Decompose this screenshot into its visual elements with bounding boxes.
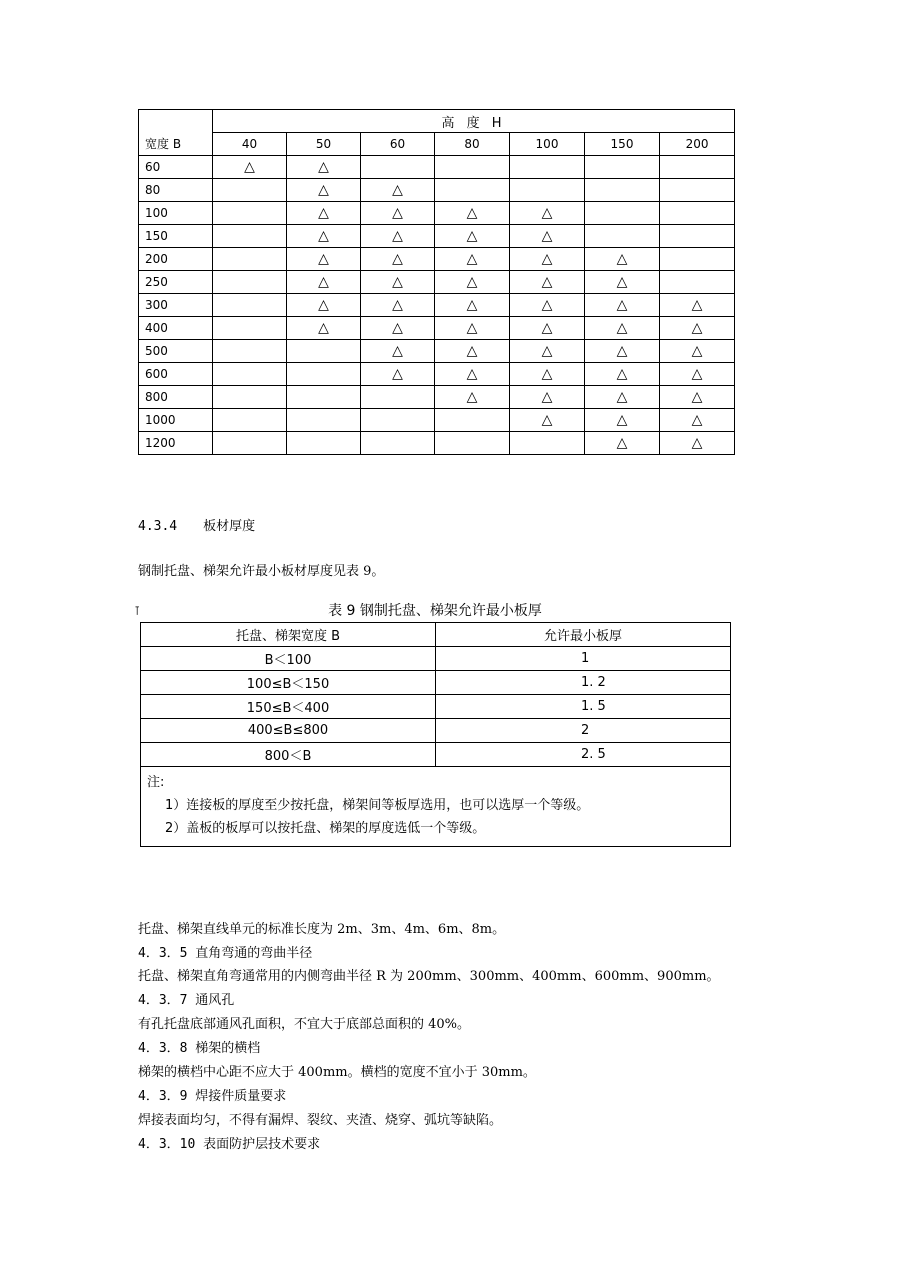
table9 [140, 622, 731, 847]
empty-cell [660, 225, 735, 248]
triangle-mark: △ [361, 179, 435, 202]
triangle-mark: △ [361, 294, 435, 317]
table-row [141, 671, 731, 695]
width-value-400: 400 [139, 317, 213, 340]
section-heading-434: 4.3.4 板材厚度 [138, 519, 256, 534]
table9-col1-header: 托盘、梯架宽度 B [141, 623, 436, 647]
empty-cell [660, 202, 735, 225]
empty-cell [510, 432, 585, 455]
section-heading-435: 4．3．5 直角弯通的弯曲半径 [138, 946, 313, 961]
empty-cell [287, 409, 361, 432]
table-row [139, 156, 735, 179]
empty-cell [213, 294, 287, 317]
empty-cell [660, 271, 735, 294]
triangle-mark: △ [435, 386, 510, 409]
table9-thickness-cell: 1. 5 [436, 695, 731, 719]
width-value-60: 60 [139, 156, 213, 179]
table-row [139, 386, 735, 409]
note-item: 2）盖板的板厚可以按托盘、梯架的厚度选低一个等级。 [165, 821, 486, 836]
triangle-mark: △ [510, 225, 585, 248]
triangle-mark: △ [435, 363, 510, 386]
triangle-mark: △ [435, 202, 510, 225]
table9-thickness-cell: 2 [436, 719, 731, 743]
triangle-mark: △ [361, 202, 435, 225]
width-value-300: 300 [139, 294, 213, 317]
left-tick-mark: ⊺ [134, 604, 141, 618]
table-row [139, 317, 735, 340]
table-row [139, 225, 735, 248]
table9-thickness-cell: 2. 5 [436, 743, 731, 767]
triangle-mark: △ [585, 294, 660, 317]
triangle-mark: △ [435, 317, 510, 340]
triangle-mark: △ [435, 340, 510, 363]
height-value-80: 80 [435, 133, 510, 156]
width-value-1000: 1000 [139, 409, 213, 432]
section-heading-437: 4．3．7 通风孔 [138, 993, 235, 1008]
height-value-200: 200 [660, 133, 735, 156]
empty-cell [213, 271, 287, 294]
std-length-text: 托盘、梯架直线单元的标准长度为 2m、3m、4m、6m、8m。 [138, 922, 506, 937]
triangle-mark: △ [510, 271, 585, 294]
empty-cell [435, 432, 510, 455]
height-value-50: 50 [287, 133, 361, 156]
table-row [139, 432, 735, 455]
triangle-mark: △ [287, 179, 361, 202]
section-heading-4310: 4．3．10 表面防护层技术要求 [138, 1137, 321, 1152]
empty-cell [287, 363, 361, 386]
triangle-mark: △ [361, 363, 435, 386]
triangle-mark: △ [361, 340, 435, 363]
triangle-mark: △ [585, 248, 660, 271]
table-row [139, 248, 735, 271]
triangle-mark: △ [510, 340, 585, 363]
empty-cell [510, 156, 585, 179]
table9-thickness-cell: 1 [436, 647, 731, 671]
triangle-mark: △ [287, 317, 361, 340]
triangle-mark: △ [585, 363, 660, 386]
table-row [139, 202, 735, 225]
triangle-mark: △ [510, 409, 585, 432]
triangle-mark: △ [361, 225, 435, 248]
empty-cell [213, 386, 287, 409]
height-value-60: 60 [361, 133, 435, 156]
triangle-mark: △ [585, 317, 660, 340]
triangle-mark: △ [287, 248, 361, 271]
empty-cell [213, 363, 287, 386]
table9-thickness-cell: 1. 2 [436, 671, 731, 695]
width-value-150: 150 [139, 225, 213, 248]
section-heading-439: 4．3．9 焊接件质量要求 [138, 1089, 287, 1104]
empty-cell [660, 156, 735, 179]
triangle-mark: △ [361, 248, 435, 271]
triangle-mark: △ [510, 294, 585, 317]
table9-width-cell: 400≤B≤800 [141, 719, 436, 743]
table-row [139, 271, 735, 294]
triangle-mark: △ [361, 317, 435, 340]
section-text-439: 焊接表面均匀，不得有漏焊、裂纹、夹渣、烧穿、弧坑等缺陷。 [138, 1113, 503, 1128]
triangle-mark: △ [585, 432, 660, 455]
table-row [141, 695, 731, 719]
triangle-mark: △ [435, 225, 510, 248]
triangle-mark: △ [585, 271, 660, 294]
table-row [139, 179, 735, 202]
empty-cell [585, 156, 660, 179]
triangle-mark: △ [361, 271, 435, 294]
section-text-437: 有孔托盘底部通风孔面积，不宜大于底部总面积的 40%。 [138, 1017, 471, 1032]
table9-width-cell: 100≤B＜150 [141, 671, 436, 695]
empty-cell [361, 386, 435, 409]
empty-cell [213, 317, 287, 340]
table9-width-cell: 800＜B [141, 743, 436, 767]
empty-cell [660, 248, 735, 271]
empty-cell [287, 386, 361, 409]
triangle-mark: △ [660, 294, 735, 317]
triangle-mark: △ [287, 156, 361, 179]
width-value-500: 500 [139, 340, 213, 363]
empty-cell [585, 202, 660, 225]
empty-cell [213, 409, 287, 432]
empty-cell [361, 409, 435, 432]
triangle-mark: △ [660, 409, 735, 432]
empty-cell [213, 179, 287, 202]
empty-cell [213, 225, 287, 248]
empty-cell [287, 340, 361, 363]
table9-width-cell: 150≤B＜400 [141, 695, 436, 719]
triangle-mark: △ [510, 363, 585, 386]
empty-cell [213, 432, 287, 455]
triangle-mark: △ [660, 386, 735, 409]
corner-cell [139, 110, 213, 133]
triangle-mark: △ [510, 248, 585, 271]
table-row [141, 719, 731, 743]
width-value-200: 200 [139, 248, 213, 271]
table-row [139, 340, 735, 363]
section-text-438: 梯架的横档中心距不应大于 400mm。横档的宽度不宜小于 30mm。 [138, 1065, 536, 1080]
empty-cell [361, 432, 435, 455]
width-height-table [138, 109, 735, 455]
width-value-80: 80 [139, 179, 213, 202]
empty-cell [660, 179, 735, 202]
height-value-40: 40 [213, 133, 287, 156]
section-text-434: 钢制托盘、梯架允许最小板材厚度见表 9。 [138, 564, 385, 579]
section-heading-438: 4．3．8 梯架的横档 [138, 1041, 261, 1056]
triangle-mark: △ [585, 409, 660, 432]
section-text-435: 托盘、梯架直角弯通常用的内侧弯曲半径 R 为 200mm、300mm、400mm、600mm、900mm。 [138, 969, 720, 984]
empty-cell [361, 156, 435, 179]
empty-cell [510, 179, 585, 202]
triangle-mark: △ [510, 386, 585, 409]
empty-cell [213, 340, 287, 363]
empty-cell [213, 248, 287, 271]
empty-cell [585, 225, 660, 248]
table9-notes [141, 767, 731, 847]
table9-notes-row [141, 767, 731, 847]
width-value-1200: 1200 [139, 432, 213, 455]
triangle-mark: △ [213, 156, 287, 179]
table-row [139, 409, 735, 432]
table-row [139, 363, 735, 386]
width-value-600: 600 [139, 363, 213, 386]
empty-cell [585, 179, 660, 202]
height-value-100: 100 [510, 133, 585, 156]
table9-col2-header: 允许最小板厚 [436, 623, 731, 647]
triangle-mark: △ [510, 317, 585, 340]
triangle-mark: △ [660, 363, 735, 386]
triangle-mark: △ [287, 202, 361, 225]
empty-cell [435, 179, 510, 202]
triangle-mark: △ [287, 294, 361, 317]
table9-width-cell: B＜100 [141, 647, 436, 671]
table9-caption: 表 9 钢制托盘、梯架允许最小板厚 [328, 603, 542, 619]
empty-cell [213, 202, 287, 225]
triangle-mark: △ [660, 317, 735, 340]
height-header: 高 度 H [213, 110, 735, 133]
triangle-mark: △ [585, 386, 660, 409]
empty-cell [435, 409, 510, 432]
table-row [141, 647, 731, 671]
triangle-mark: △ [287, 271, 361, 294]
triangle-mark: △ [287, 225, 361, 248]
note-item: 1）连接板的厚度至少按托盘，梯架间等板厚选用，也可以选厚一个等级。 [165, 798, 590, 813]
triangle-mark: △ [585, 340, 660, 363]
triangle-mark: △ [660, 432, 735, 455]
triangle-mark: △ [435, 294, 510, 317]
empty-cell [287, 432, 361, 455]
width-value-250: 250 [139, 271, 213, 294]
width-header: 宽度 B [139, 133, 213, 156]
width-value-100: 100 [139, 202, 213, 225]
width-value-800: 800 [139, 386, 213, 409]
table-row [139, 294, 735, 317]
triangle-mark: △ [435, 248, 510, 271]
triangle-mark: △ [435, 271, 510, 294]
triangle-mark: △ [660, 340, 735, 363]
triangle-mark: △ [510, 202, 585, 225]
empty-cell [435, 156, 510, 179]
height-value-150: 150 [585, 133, 660, 156]
notes-label: 注: [147, 775, 165, 790]
table-row [141, 743, 731, 767]
